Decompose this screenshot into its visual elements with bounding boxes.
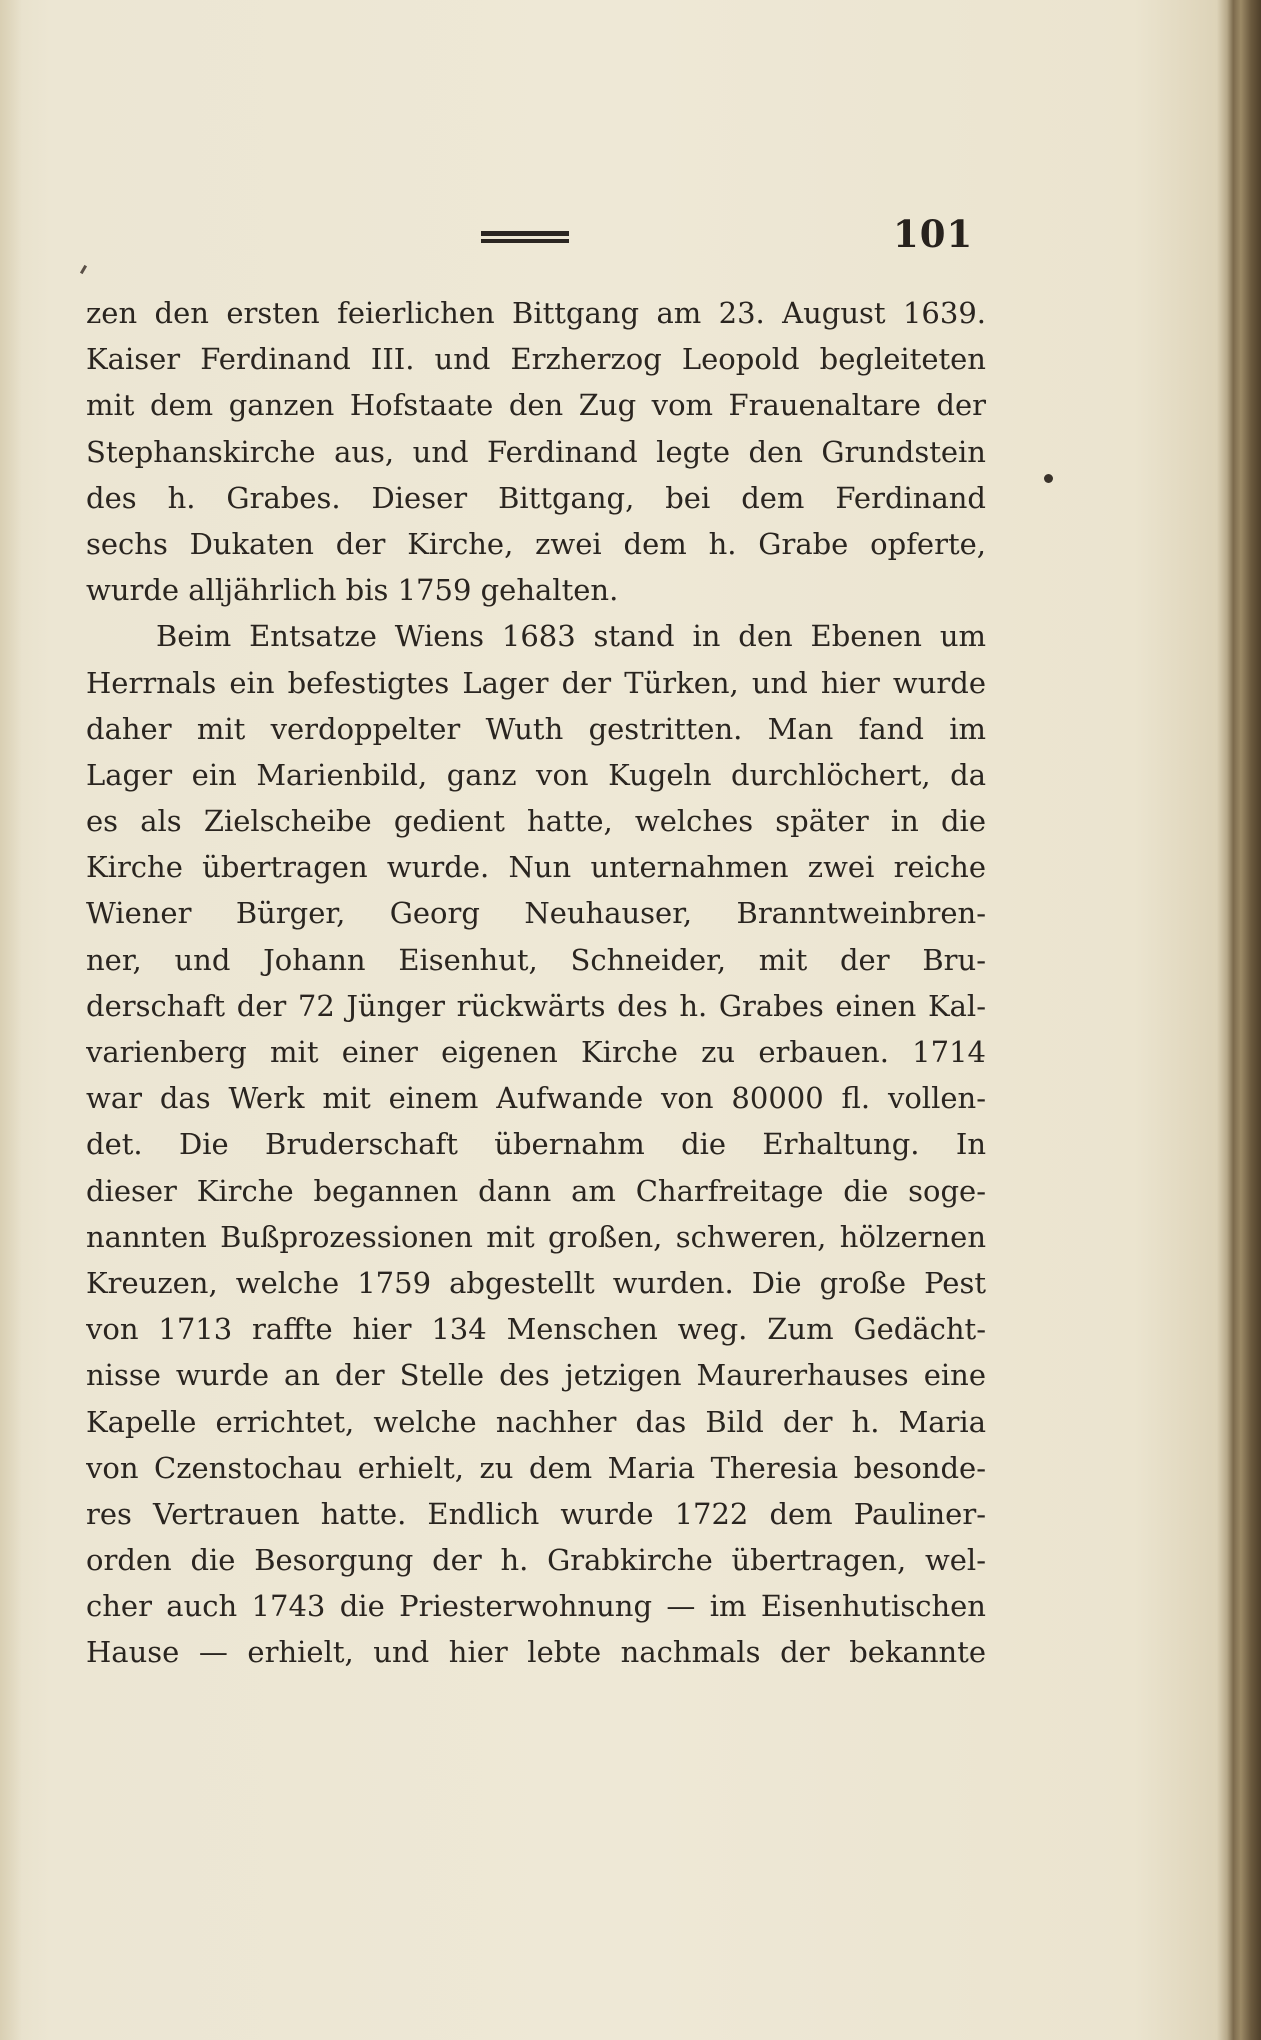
text-line: nisse wurde an der Stelle des jetzigen Maurerhauses eine (86, 1358, 986, 1393)
text-line: Kirche übertragen wurde. Nun unternahmen zwei reiche (86, 850, 986, 885)
header-double-rule (481, 231, 569, 245)
text-line: es als Zielscheibe gedient hatte, welches später in die (86, 804, 986, 839)
text-line: Kapelle errichtet, welche nachher das Bild der h. Maria (86, 1404, 986, 1439)
paragraph (86, 613, 986, 1675)
text-line: Lager ein Marienbild, ganz von Kugeln durchlöchert, da (86, 757, 986, 792)
text-line: ner, und Johann Eisenhut, Schneider, mit der Bru- (86, 942, 986, 977)
text-line: orden die Besorgung der h. Grabkirche übertragen, wel- (86, 1543, 986, 1578)
text-line: Herrnals ein befestigtes Lager der Türken, und hier wurde (86, 665, 986, 700)
ink-mark (80, 265, 87, 274)
ink-dot (1044, 474, 1053, 483)
text-line: det. Die Bruderschaft übernahm die Erhaltung. In (86, 1127, 986, 1162)
text-line: sechs Dukaten der Kirche, zwei dem h. Grabe opferte, (86, 526, 986, 561)
text-line: Beim Entsatze Wiens 1683 stand in den Ebenen um (156, 619, 986, 654)
text-line: des h. Grabes. Dieser Bittgang, bei dem Ferdinand (86, 480, 986, 515)
text-line: wurde alljährlich bis 1759 gehalten. (86, 573, 619, 608)
text-line: von Czenstochau erhielt, zu dem Maria Theresia besonde- (86, 1450, 986, 1485)
text-line: daher mit verdoppelter Wuth gestritten. Man fand im (86, 711, 986, 746)
text-line: nannten Bußprozessionen mit großen, schweren, hölzernen (86, 1219, 986, 1254)
text-line: von 1713 raffte hier 134 Menschen weg. Zum Gedächt- (86, 1312, 986, 1347)
text-line: Kaiser Ferdinand III. und Erzherzog Leopold begleiteten (86, 342, 986, 377)
text-line: Kreuzen, welche 1759 abgestellt wurden. Die große Pest (86, 1265, 986, 1300)
text-line: zen den ersten feierlichen Bittgang am 23. August 1639. (86, 296, 986, 330)
text-line: varienberg mit einer eigenen Kirche zu erbauen. 1714 (86, 1035, 986, 1069)
text-line: derschaft der 72 Jünger rückwärts des h. Grabes einen Kal- (86, 988, 986, 1023)
text-line: cher auch 1743 die Priesterwohnung — im Eisenhutischen (86, 1589, 986, 1624)
text-line: dieser Kirche begannen dann am Charfreitage die soge- (86, 1173, 986, 1208)
text-line: war das Werk mit einem Aufwande von 80000 fl. vollen- (86, 1081, 986, 1116)
text-line: Wiener Bürger, Georg Neuhauser, Branntweinbren- (86, 896, 986, 931)
paragraph (86, 290, 986, 613)
page-number: 101 (893, 212, 974, 256)
text-line: Hause — erhielt, und hier lebte nachmals der bekannte (86, 1635, 986, 1670)
rule-line (481, 231, 569, 236)
text-line: mit dem ganzen Hofstaate den Zug vom Frauenaltare der (86, 388, 986, 423)
rule-line (481, 239, 569, 243)
text-line: res Vertrauen hatte. Endlich wurde 1722 dem Pauliner- (86, 1496, 986, 1531)
text-line: Stephanskirche aus, und Ferdinand legte den Grundstein (86, 434, 986, 469)
body-text (86, 290, 986, 1676)
